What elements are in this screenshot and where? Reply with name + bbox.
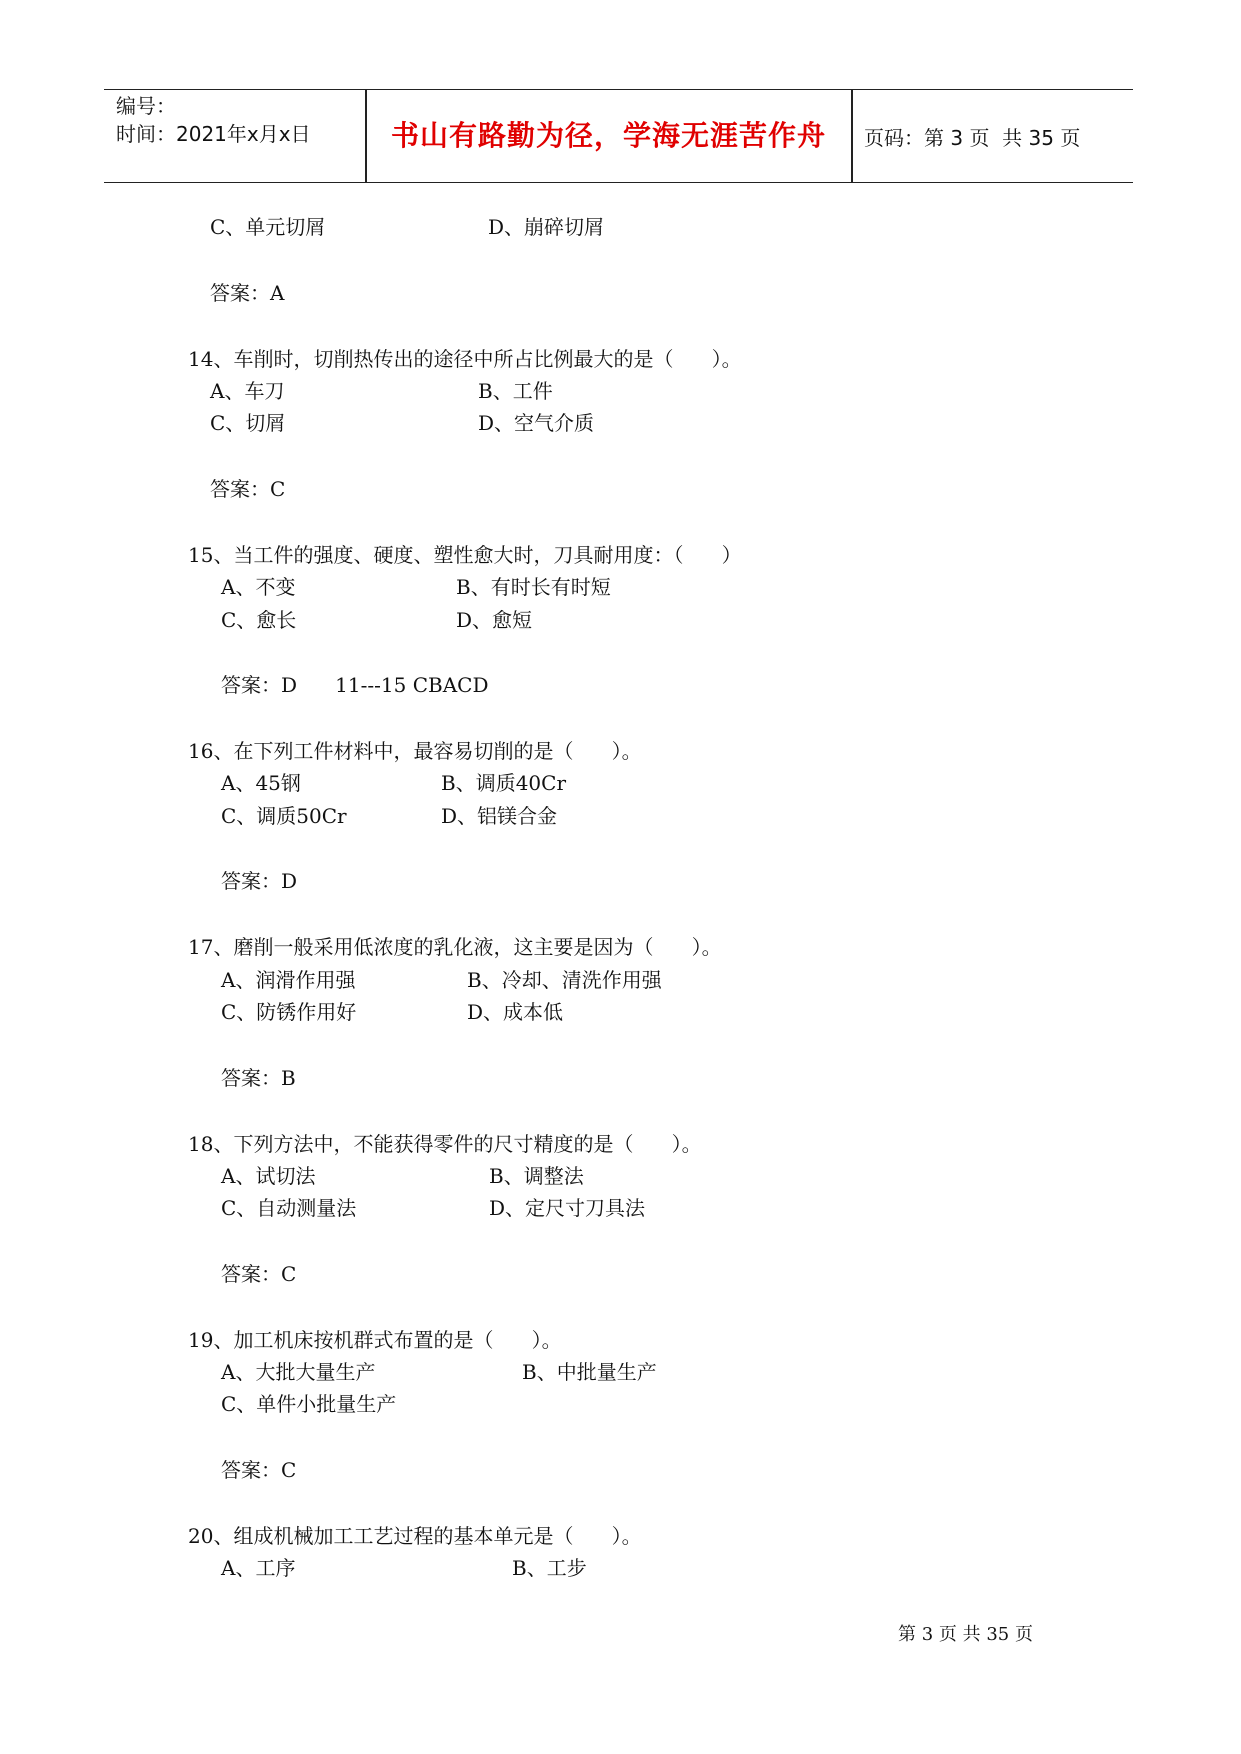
header-page-info: 页码：第 3 页 共 35 页 [864, 126, 1081, 150]
question-17: 17、磨削一般采用低浓度的乳化液，这主要是因为（ ）。 [188, 935, 722, 959]
option-a: A、工序 [221, 1556, 296, 1580]
question-20: 20、组成机械加工工艺过程的基本单元是（ ）。 [188, 1524, 642, 1548]
answer: 答案：D 11---15 CBACD [221, 673, 489, 697]
option-d: D、铝镁合金 [441, 804, 558, 828]
header-motto: 书山有路勤为径，学海无涯苦作舟 [390, 119, 826, 152]
answer: 答案：D [221, 869, 298, 893]
question-16: 16、在下列工件材料中，最容易切削的是（ ）。 [188, 739, 642, 763]
option-a: A、大批大量生产 [221, 1360, 376, 1384]
option-b: B、中批量生产 [522, 1360, 657, 1384]
page-header [104, 89, 1133, 183]
answer: 答案：B [221, 1066, 296, 1090]
option-a: A、润滑作用强 [221, 968, 356, 992]
option-d: D、愈短 [456, 608, 533, 632]
option-d: D、成本低 [467, 1000, 564, 1024]
question-14: 14、车削时，切削热传出的途径中所占比例最大的是（ ）。 [188, 347, 742, 371]
header-meta [116, 92, 356, 148]
question-15: 15、当工件的强度、硬度、塑性愈大时，刀具耐用度：（ ） [188, 543, 742, 567]
option-b: B、有时长有时短 [456, 575, 611, 599]
option-b: B、调整法 [489, 1164, 584, 1188]
option-b: B、工步 [512, 1556, 587, 1580]
answer: 答案：C [221, 1458, 297, 1482]
option-c: C、单件小批量生产 [221, 1392, 397, 1416]
question-18: 18、下列方法中，不能获得零件的尺寸精度的是（ ）。 [188, 1132, 702, 1156]
answer: 答案：C [221, 1262, 297, 1286]
option-d: D、定尺寸刀具法 [489, 1196, 646, 1220]
option-b: B、工件 [478, 379, 553, 403]
code-label: 编号： [116, 94, 176, 118]
option-d: D、崩碎切屑 [488, 215, 605, 239]
option-d: D、空气介质 [478, 411, 595, 435]
option-c: C、切屑 [210, 411, 286, 435]
option-c: C、调质50Cr [221, 804, 347, 828]
option-c: C、愈长 [221, 608, 297, 632]
page-footer: 第 3 页 共 35 页 [898, 1624, 1033, 1645]
option-a: A、车刀 [210, 379, 285, 403]
option-c: C、防锈作用好 [221, 1000, 357, 1024]
header-divider [851, 90, 853, 182]
option-b: B、冷却、清洗作用强 [467, 968, 662, 992]
option-c: C、自动测量法 [221, 1196, 357, 1220]
option-a: A、试切法 [221, 1164, 316, 1188]
answer: 答案：A [210, 281, 285, 305]
answer: 答案：C [210, 477, 286, 501]
option-b: B、调质40Cr [441, 771, 567, 795]
time-label: 时间：2021年x月x日 [116, 122, 311, 146]
option-a: A、不变 [221, 575, 296, 599]
option-a: A、45钢 [221, 771, 301, 795]
question-19: 19、加工机床按机群式布置的是（ ）。 [188, 1328, 562, 1352]
option-c: C、单元切屑 [210, 215, 326, 239]
